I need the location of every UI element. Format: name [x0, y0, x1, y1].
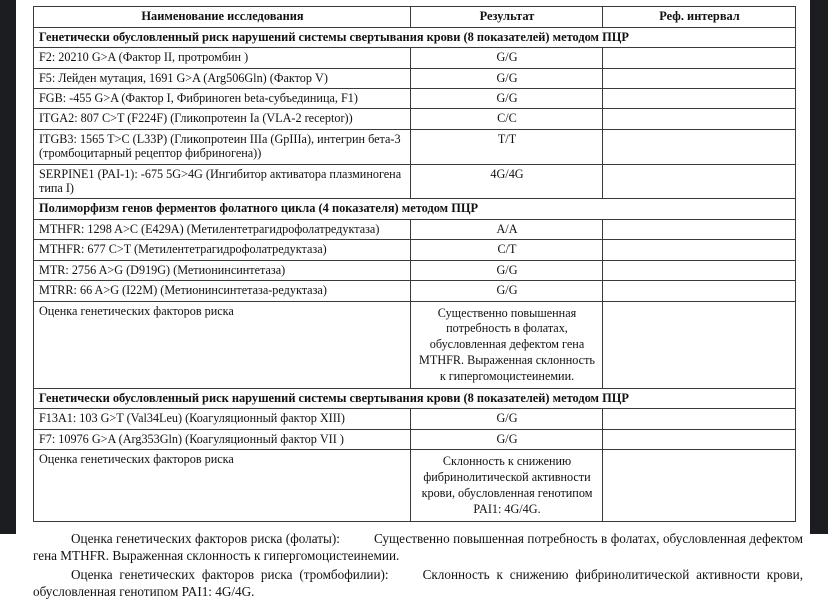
table-row [34, 301, 796, 388]
footer-conclusions [33, 530, 803, 600]
footer-label-thrombophilia: Оценка генетических факторов риска (тромбофилии): [71, 566, 389, 582]
cell-reference-interval [603, 89, 796, 109]
cell-reference-interval [603, 429, 796, 449]
cell-result: G/G [411, 68, 603, 88]
cell-result: Склонность к снижению фибринолитической активности крови, обусловленная генотипом PAI1: 4G/4G. [411, 450, 603, 521]
genetic-results-table [33, 6, 796, 522]
section-title: Полиморфизм генов ферментов фолатного цикла (4 показателя) методом ПЦР [34, 199, 796, 220]
cell-result: G/G [411, 48, 603, 68]
cell-test-name: ITGB3: 1565 T>C (L33P) (Гликопротеин IIIa (GpIIIa), интегрин бета-3 (тромбоцитарный рецептор фибриногена)) [34, 129, 411, 164]
cell-reference-interval [603, 450, 796, 521]
cell-result: G/G [411, 409, 603, 429]
cell-test-name: F5: Лейден мутация, 1691 G>A (Arg506Gln) (Фактор V) [34, 68, 411, 88]
table-row [34, 281, 796, 301]
document-sheet [16, 0, 810, 599]
page-left-edge-band [0, 0, 16, 534]
cell-test-name: F2: 20210 G>A (Фактор II, протромбин ) [34, 48, 411, 68]
page-right-edge-band [810, 0, 828, 534]
cell-reference-interval [603, 109, 796, 129]
table-section-row [34, 199, 796, 220]
table-row [34, 409, 796, 429]
cell-test-name: MTR: 2756 A>G (D919G) (Метионинсинтетаза) [34, 260, 411, 280]
footer-line-thrombophilia [33, 566, 803, 600]
cell-result: 4G/4G [411, 164, 603, 199]
cell-result: G/G [411, 260, 603, 280]
cell-result: A/A [411, 220, 603, 240]
cell-reference-interval [603, 281, 796, 301]
cell-test-name: F13A1: 103 G>T (Val34Leu) (Коагуляционный фактор XIII) [34, 409, 411, 429]
footer-text-folates: Существенно повышенная потребность в фолатах, обусловленная дефектом гена MTHFR. Выраженная склонность к гипергомоцистеинемии. [33, 530, 803, 564]
table-row [34, 68, 796, 88]
cell-result: Существенно повышенная потребность в фолатах, обусловленная дефектом гена MTHFR. Выраженная склонность к гипергомоцистеинемии. [411, 301, 603, 388]
cell-result: C/T [411, 240, 603, 260]
table-row [34, 429, 796, 449]
column-header-reference: Реф. интервал [603, 7, 796, 28]
cell-reference-interval [603, 409, 796, 429]
table-row [34, 164, 796, 199]
table-row [34, 129, 796, 164]
column-header-name: Наименование исследования [34, 7, 411, 28]
table-section-row [34, 388, 796, 409]
cell-test-name: MTHFR: 677 C>T (Метилентетрагидрофолатредуктаза) [34, 240, 411, 260]
cell-result: C/C [411, 109, 603, 129]
cell-test-name: MTRR: 66 A>G (I22M) (Метионинсинтетаза-редуктаза) [34, 281, 411, 301]
cell-result: G/G [411, 429, 603, 449]
table-row [34, 260, 796, 280]
cell-test-name: Оценка генетических факторов риска [34, 450, 411, 521]
footer-text-thrombophilia: Склонность к снижению фибринолитической активности крови, обусловленная генотипом PAI1: 4G/4G. [33, 566, 803, 599]
table-row [34, 240, 796, 260]
cell-reference-interval [603, 68, 796, 88]
cell-test-name: F7: 10976 G>A (Arg353Gln) (Коагуляционный фактор VII ) [34, 429, 411, 449]
section-title: Генетически обусловленный риск нарушений системы свертывания крови (8 показателей) методом ПЦР [34, 27, 796, 48]
cell-test-name: ITGA2: 807 C>T (F224F) (Гликопротеин Ia (VLA-2 receptor)) [34, 109, 411, 129]
table-section-row [34, 27, 796, 48]
cell-reference-interval [603, 260, 796, 280]
cell-test-name: SERPINE1 (PAI-1): -675 5G>4G (Ингибитор активатора плазминогена типа I) [34, 164, 411, 199]
table-row [34, 48, 796, 68]
cell-reference-interval [603, 301, 796, 388]
table-row [34, 450, 796, 521]
cell-result: G/G [411, 281, 603, 301]
cell-reference-interval [603, 240, 796, 260]
table-row [34, 89, 796, 109]
cell-test-name: Оценка генетических факторов риска [34, 301, 411, 388]
cell-test-name: MTHFR: 1298 A>C (E429A) (Метилентетрагидрофолатредуктаза) [34, 220, 411, 240]
table-row [34, 220, 796, 240]
cell-reference-interval [603, 164, 796, 199]
cell-reference-interval [603, 129, 796, 164]
table-header-row [34, 7, 796, 28]
cell-reference-interval [603, 220, 796, 240]
cell-result: T/T [411, 129, 603, 164]
cell-test-name: FGB: -455 G>A (Фактор I, Фибриноген beta-субъединица, F1) [34, 89, 411, 109]
cell-result: G/G [411, 89, 603, 109]
cell-reference-interval [603, 48, 796, 68]
footer-line-folates [33, 530, 803, 565]
table-row [34, 109, 796, 129]
footer-label-folates: Оценка генетических факторов риска (фолаты): [71, 530, 340, 546]
section-title: Генетически обусловленный риск нарушений системы свертывания крови (8 показателей) методом ПЦР [34, 388, 796, 409]
column-header-result: Результат [411, 7, 603, 28]
